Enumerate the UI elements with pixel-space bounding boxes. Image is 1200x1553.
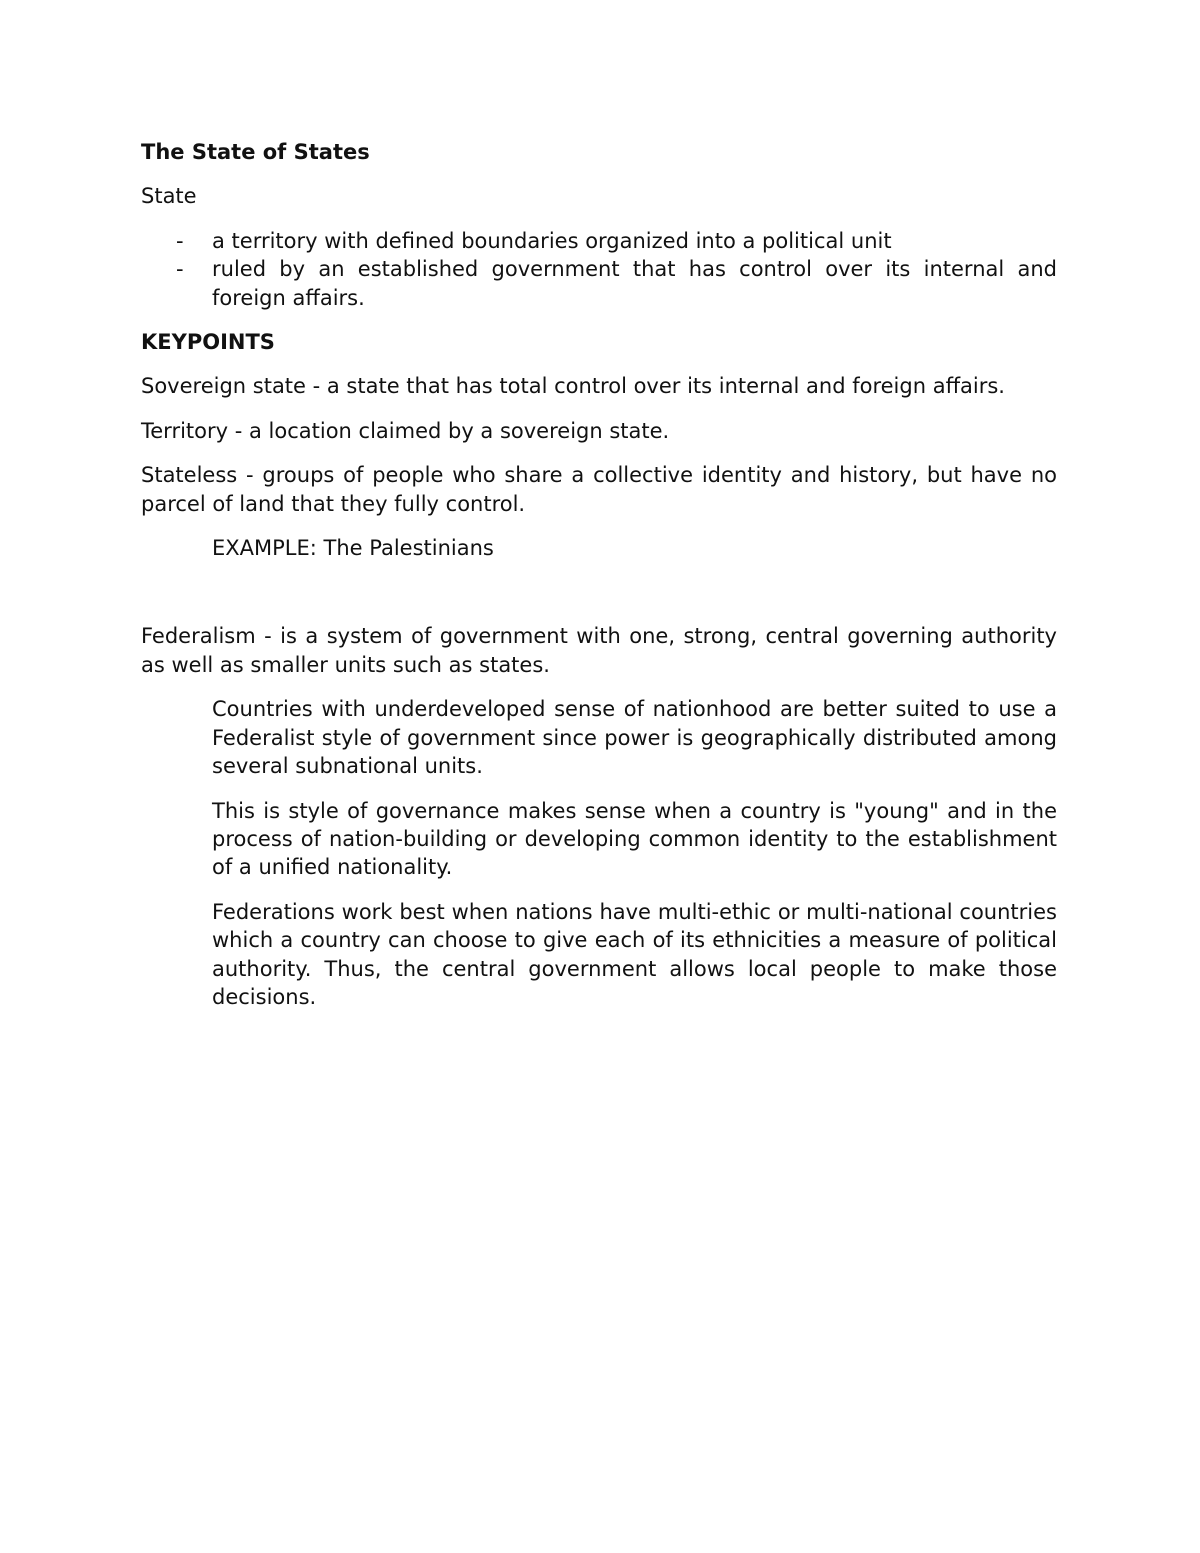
state-label: State bbox=[141, 184, 197, 209]
blank-line bbox=[141, 578, 1057, 622]
bullet-dash: - bbox=[176, 228, 184, 253]
stateless-example: EXAMPLE: The Palestinians bbox=[212, 536, 494, 561]
federalism-note: Countries with underdeveloped sense of nationhood are better suited to use a Federalist style of government since power is geographically distributed among several subnational units. bbox=[212, 697, 1057, 779]
bullet-dash: - bbox=[176, 257, 184, 282]
document-body bbox=[141, 138, 1057, 1027]
federalism-note: Federations work best when nations have multi-ethic or multi-national countries which a country can choose to give each of its ethnicities a measure of political authority. Thus, the central government allows local people to make those decisions. bbox=[212, 899, 1057, 1009]
list-item bbox=[141, 255, 1057, 312]
list-item bbox=[141, 227, 1057, 255]
document-title: The State of States bbox=[141, 140, 370, 164]
federalism-definition: Federalism - is a system of government with one, strong, central governing authority as well as smaller units such as states. bbox=[141, 624, 1057, 677]
state-definition-list bbox=[141, 227, 1057, 312]
stateless-definition: Stateless - groups of people who share a collective identity and history, but have no parcel of land that they fully control. bbox=[141, 463, 1057, 516]
sovereign-state-definition: Sovereign state - a state that has total control over its internal and foreign affairs. bbox=[141, 374, 1005, 399]
keypoints-heading: KEYPOINTS bbox=[141, 330, 275, 355]
territory-definition: Territory - a location claimed by a sovereign state. bbox=[141, 418, 670, 443]
list-item-text: ruled by an established government that has control over its internal and foreign affairs. bbox=[212, 257, 1057, 310]
list-item-text: a territory with defined boundaries organized into a political unit bbox=[212, 228, 892, 253]
federalism-note: This is style of governance makes sense when a country is "young" and in the process of nation-building or developing common identity to the establishment of a unified nationality. bbox=[212, 798, 1057, 880]
